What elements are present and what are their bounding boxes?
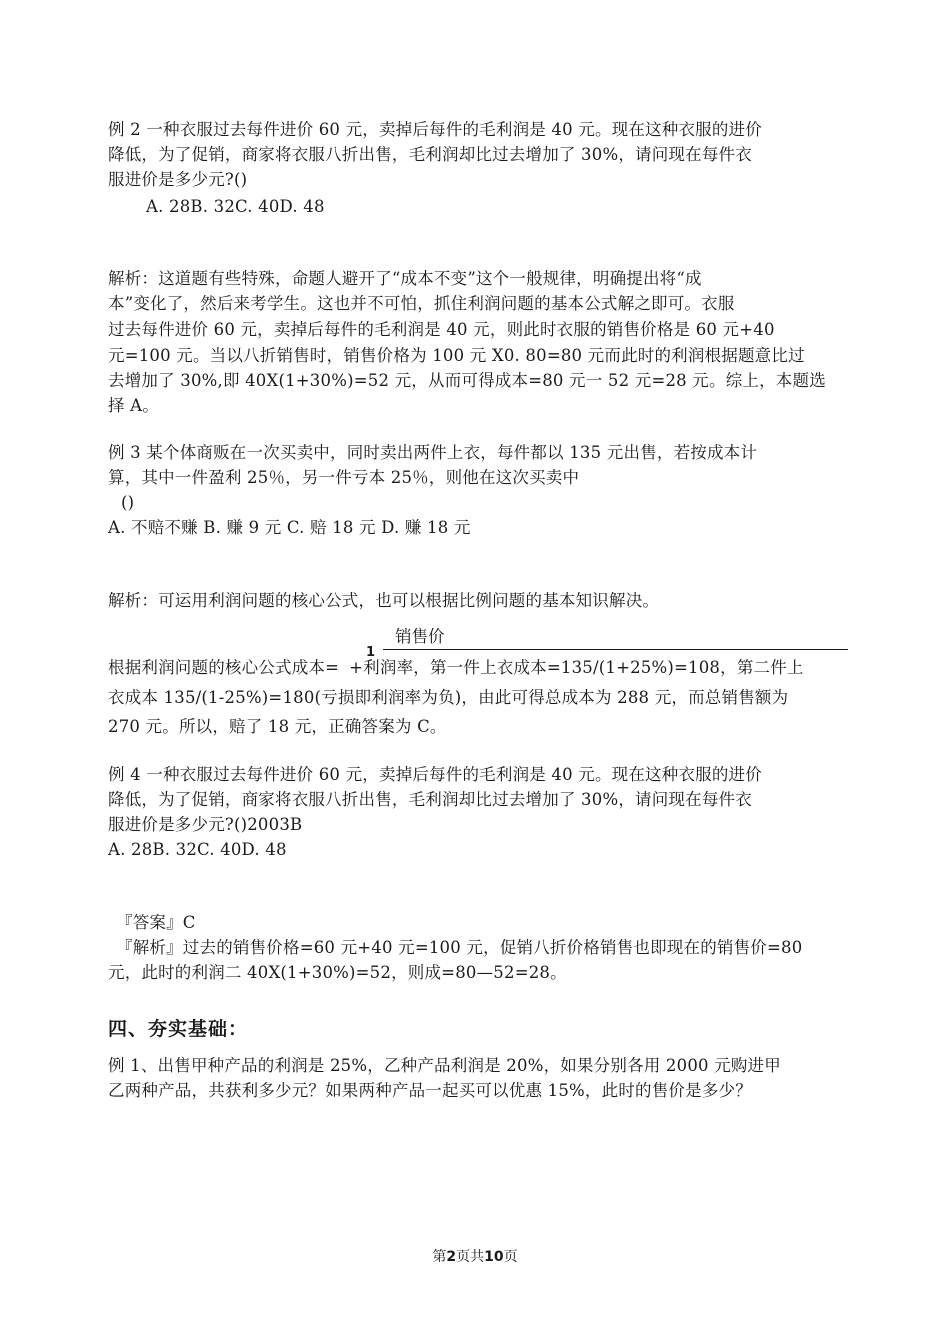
ex2-question-line-2: 降低，为了促销，商家将衣服八折出售，毛利润却比过去增加了 30%，请问现在每件衣	[108, 145, 752, 164]
ex3-question-line-1: 例 3 某个体商贩在一次买卖中，同时卖出两件上衣，每件都以 135 元出售，若按成本计	[108, 443, 758, 462]
section-heading: 四、夯实基础：	[108, 1018, 249, 1040]
ex4-options: A. 28B. 32C. 40D. 48	[108, 840, 287, 859]
analysis1-line-1: 解析：这道题有些特殊，命题人避开了“成本不变”这个一般规律，明确提出将“成	[108, 269, 702, 288]
analysis1-line-5: 去增加了 30%,即 40X(1+30%)=52 元，从而可得成本=80 元一 52 元=28 元。综上，本题选	[108, 371, 826, 390]
ex4-question-line-2: 降低，为了促销，商家将衣服八折出售，毛利润却比过去增加了 30%，请问现在每件衣	[108, 790, 752, 809]
analysis2-line-3: 270 元。所以，赔了 18 元，正确答案为 C。	[108, 717, 447, 736]
ex4-question-line-1: 例 4 一种衣服过去每件进价 60 元，卖掉后每件的毛利润是 40 元。现在这种衣服的进价	[108, 765, 762, 784]
footer-total-pages: 10	[484, 1249, 504, 1265]
formula-fraction-one: 1	[366, 645, 376, 660]
analysis2-intro: 解析：可运用利润问题的核心公式，也可以根据比例问题的基本知识解决。	[108, 591, 660, 610]
formula-lead-text: 根据利润问题的核心公式成本=	[108, 658, 340, 677]
ex2-question-line-1: 例 2 一种衣服过去每件进价 60 元，卖掉后每件的毛利润是 40 元。现在这种衣服的进价	[108, 120, 762, 139]
footer-pre: 第	[432, 1249, 447, 1265]
ex2-options: A. 28B. 32C. 40D. 48	[146, 197, 325, 216]
ex4-question-line-3: 服进价是多少元?()2003B	[108, 815, 303, 834]
analysis1-line-2: 本”变化了，然后来考学生。这也并不可怕，抓住利润问题的基本公式解之即可。衣服	[108, 294, 735, 313]
section4-ex1-line-1: 例 1、出售甲种产品的利润是 25%，乙种产品利润是 20%，如果分别各用 2000 元购进甲	[108, 1056, 781, 1075]
answer-analysis-line-2: 元，此时的利润二 40X(1+30%)=52，则成=80—52=28。	[108, 963, 567, 982]
answer-label: 『答案』C	[116, 913, 196, 932]
page-footer	[0, 1247, 950, 1267]
ex3-options: A. 不赔不赚 B. 赚 9 元 C. 赔 18 元 D. 赚 18 元	[108, 518, 471, 537]
footer-page-number: 2	[446, 1249, 457, 1265]
ex3-answer-paren: ()	[121, 493, 135, 512]
section4-ex1-line-2: 乙两种产品，共获利多少元？如果两种产品一起买可以优惠 15%，此时的售价是多少？	[108, 1081, 752, 1100]
answer-analysis-line-1: 『解析』过去的销售价格=60 元+40 元=100 元，促销八折价格销售也即现在的销售价=80	[116, 938, 803, 957]
analysis2-line-2: 衣成本 135/(1-25%)=180(亏损即利润率为负)，由此可得总成本为 288 元，而总销售额为	[108, 688, 789, 707]
ex2-question-line-3: 服进价是多少元?()	[108, 170, 248, 189]
footer-post: 页	[503, 1249, 518, 1265]
formula-fraction-bar	[383, 649, 848, 650]
footer-mid: 页共	[456, 1249, 485, 1265]
analysis1-line-4: 元=100 元。当以八折销售时，销售价格为 100 元 X0. 80=80 元而此时的利润根据题意比过	[108, 346, 805, 365]
analysis2-formula-line	[108, 656, 804, 680]
analysis1-line-3: 过去每件进价 60 元，卖掉后每件的毛利润是 40 元，则此时衣服的销售价格是 60 元+40	[108, 320, 775, 339]
ex3-question-line-2: 算，其中一件盈利 25％，另一件亏本 25％，则他在这次买卖中	[108, 468, 580, 487]
formula-rest-text: +利润率，第一件上衣成本=135/(1+25%)=108，第二件上	[349, 658, 804, 677]
analysis1-line-6: 择 A。	[108, 396, 159, 415]
formula-fraction-numerator: 销售价	[395, 627, 445, 646]
